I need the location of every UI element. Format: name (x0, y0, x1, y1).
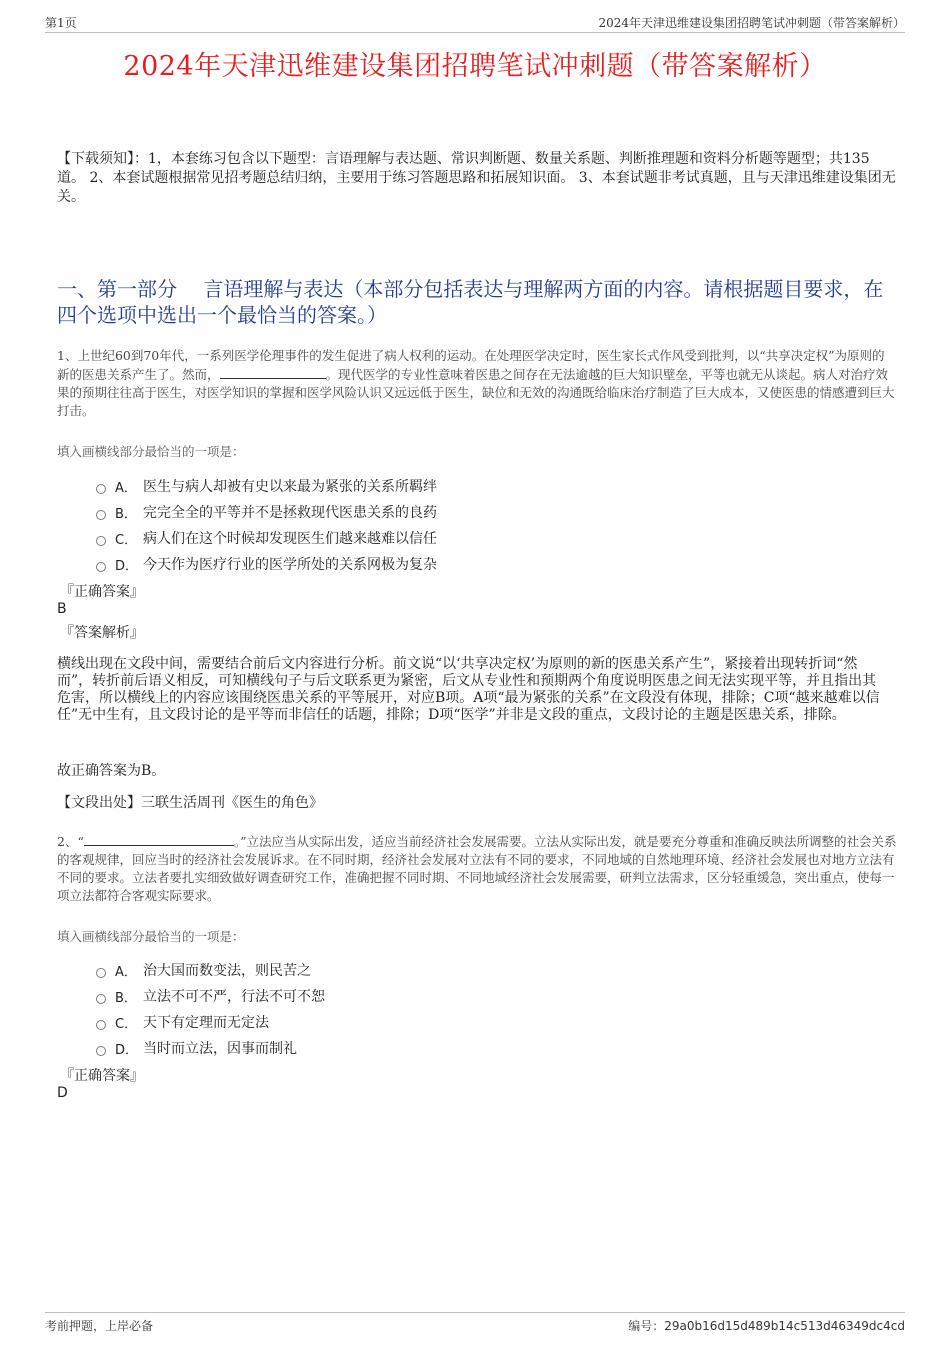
answer-heading: 『正确答案』 (60, 1068, 144, 1084)
question-1-text-after: 。现代医学的专业性意味着医患之间存在无法逾越的巨大知识壁垒，平等也就无从谈起。病人对治疗效果的预期往往高于医生，对医学知识的掌握和医学风险认识又远远低于医生，缺位和无效的沟通既给临床治疗制造了巨大成本，又使医患的情感遭到巨大打击。 (57, 367, 895, 418)
option-label: A． (115, 480, 137, 496)
analysis-conclusion: 故正确答案为B。 (57, 763, 166, 779)
option-c[interactable] (96, 525, 437, 551)
question-1-prompt: 填入画横线部分最恰当的一项是： (57, 444, 245, 459)
option-label: A． (115, 964, 137, 980)
option-a[interactable] (96, 473, 437, 499)
option-label: D． (115, 558, 139, 574)
question-1-text-before: 1、上世纪60到70年代，一系列医学伦理事件的发生促进了病人权利的运动。在处理医学决定时，医生家长式作风受到批判，以“共享决定权”为原则的新的医患关系产生了。然而， (57, 348, 885, 382)
download-notice: 【下载须知】：1，本套练习包含以下题型：言语理解与表达题、常识判断题、数量关系题、判断推理题和资料分析题等题型；共135道。 2、本套试题根据常见招考题总结归纳，主要用于练习答题思路和拓展知识面。 3、本套试题非考试真题，且与天津迅维建设集团无关。 (57, 151, 896, 205)
option-text: 医生与病人却被有史以来最为紧张的关系所羁绊 (143, 479, 437, 495)
question-2-text-before: 2、“ (57, 834, 84, 849)
option-label: C． (115, 1016, 138, 1032)
correct-answer: B (57, 601, 67, 617)
option-label: C． (115, 532, 138, 548)
radio-icon[interactable] (96, 968, 106, 978)
document-title: 2024年天津迅维建设集团招聘笔试冲刺题（带答案解析） (123, 51, 827, 82)
option-a[interactable] (96, 957, 325, 983)
question-1-stem (57, 347, 897, 420)
correct-answer: D (57, 1085, 68, 1101)
radio-icon[interactable] (96, 510, 106, 520)
option-label: B． (115, 990, 137, 1006)
option-b[interactable] (96, 499, 437, 525)
option-c[interactable] (96, 1009, 325, 1035)
question-2-prompt: 填入画横线部分最恰当的一项是： (57, 929, 245, 944)
analysis-text: 横线出现在文段中间，需要结合前后文内容进行分析。前文说“以‘共享决定权’为原则的新的医患关系产生”，紧接着出现转折词“然而”，转折前后语义相反，可知横线句子与后文联系更为紧密，后文从专业性和预期两个角度说明医患之间无法实现平等，并且指出其危害，所以横线上的内容应该围绕医患关系的平等展开，对应B项。A项“最为紧张的关系”在文段没有体现，排除；C项“越来越难以信任”无中生有，且文段讨论的是平等而非信任的话题，排除；D项“医学”并非是文段的重点，文段讨论的主题是医患关系，排除。 (57, 656, 880, 723)
footer-code (628, 1317, 905, 1334)
option-text: 当时而立法，因事而制礼 (143, 1041, 297, 1057)
option-text: 病人们在这个时候却发现医生们越来越难以信任 (143, 531, 437, 547)
question-2-options (96, 957, 325, 1061)
option-text: 今天作为医疗行业的医学所处的关系网极为复杂 (143, 557, 437, 573)
option-label: D． (115, 1042, 139, 1058)
radio-icon[interactable] (96, 1020, 106, 1030)
radio-icon[interactable] (96, 994, 106, 1004)
question-1-blank (220, 365, 326, 379)
option-text: 完完全全的平等并不是拯救现代医患关系的良药 (143, 505, 437, 521)
radio-icon[interactable] (96, 562, 106, 572)
radio-icon[interactable] (96, 536, 106, 546)
option-text: 天下有定理而无定法 (143, 1015, 269, 1031)
option-d[interactable] (96, 1035, 325, 1061)
page-number: 第1页 (45, 16, 77, 30)
analysis-heading: 『答案解析』 (60, 625, 144, 641)
code-label: 编号： (628, 1319, 665, 1333)
option-text: 治大国而数变法，则民苦之 (143, 963, 311, 979)
option-text: 立法不可不严，行法不可不恕 (143, 989, 325, 1005)
code-value: 29a0b16d15d489b14c513d46349dc4cd (664, 1319, 905, 1333)
option-d[interactable] (96, 551, 437, 577)
page-header (45, 14, 905, 33)
radio-icon[interactable] (96, 484, 106, 494)
radio-icon[interactable] (96, 1046, 106, 1056)
page-footer (45, 1312, 905, 1333)
footer-slogan: 考前押题，上岸必备 (45, 1319, 154, 1333)
question-2-blank (84, 832, 234, 846)
option-b[interactable] (96, 983, 325, 1009)
option-label: B． (115, 506, 137, 522)
question-2-stem (57, 832, 897, 905)
answer-heading: 『正确答案』 (60, 584, 144, 600)
header-doc-title: 2024年天津迅维建设集团招聘笔试冲刺题（带答案解析） (598, 16, 905, 30)
passage-source: 【文段出处】三联生活周刊《医生的角色》 (57, 795, 323, 811)
section-heading: 一、第一部分 言语理解与表达（本部分包括表达与理解两方面的内容。请根据题目要求，在四个选项中选出一个最恰当的答案。） (57, 277, 884, 327)
question-1-options (96, 473, 437, 577)
question-2-text-after: 。”立法应当从实际出发，适应当前经济社会发展需要。立法从实际出发，就是要充分尊重和准确反映法所调整的社会关系的客观规律，回应当时的经济社会发展诉求。在不同时期，经济社会发展对立法有不同的要求，不同地域的自然地理环境、经济社会发展也对地方立法有不同的要求。立法者要扎实细致做好调查研究工作，准确把握不同时期、不同地域经济社会发展需要，研判立法需求，区分轻重缓急，突出重点，使每一项立法都符合客观实际要求。 (57, 834, 897, 903)
